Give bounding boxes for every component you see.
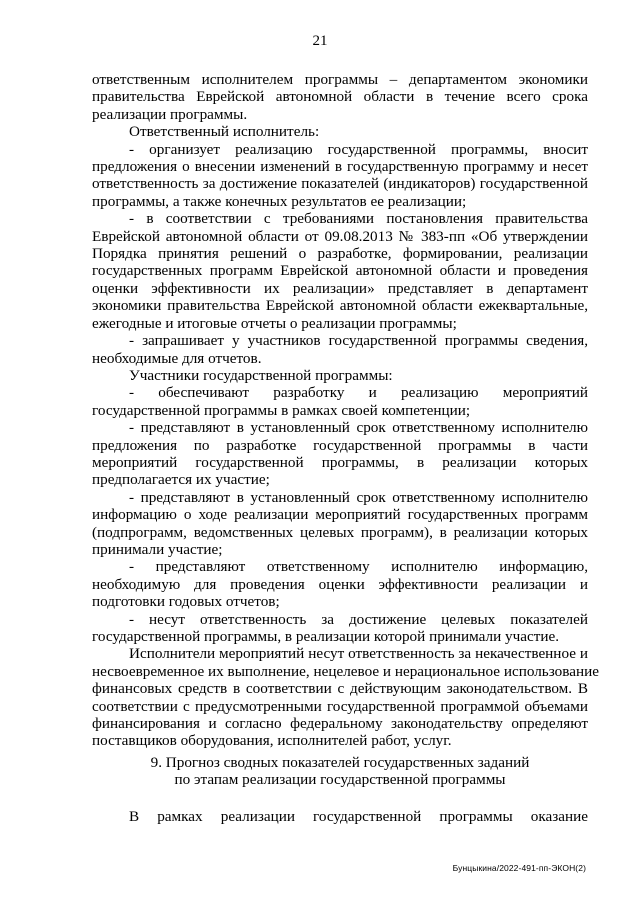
text-line: государственной программы, в реализации которой принимали участие. [92, 628, 560, 645]
text-line: ежегодные и итоговые отчеты о реализации программы; [92, 314, 457, 332]
body-text [92, 71, 599, 750]
text-line: поставщиков оборудования, исполнителей работ, услуг. [92, 732, 452, 750]
text-line: программы, а также конечных результатов ее реализации; [92, 192, 467, 210]
text-line: предложения по разработке государственной программы в части [92, 436, 588, 454]
text-line: соответствии с предусмотренными государственной программой объемами [92, 697, 588, 715]
text-line: Исполнители мероприятий несут ответственность за некачественное и [129, 645, 588, 663]
text-line: - представляют ответственному исполнителю информацию, [129, 558, 588, 576]
text-line: - представляют в установленный срок ответственному исполнителю [129, 488, 588, 506]
text-line: В рамках реализации государственной программы оказание [129, 808, 588, 825]
text-line: необходимые для отчетов. [92, 349, 262, 367]
text-line: Ответственный исполнитель: [129, 123, 320, 141]
text-line: ответственным исполнителем программы – департаментом экономики [92, 71, 588, 88]
text-line: подготовки годовых отчетов; [92, 593, 280, 611]
section-heading [92, 754, 588, 789]
text-line: - представляют в установленный срок ответственному исполнителю [129, 419, 588, 437]
page-number: 21 [312, 33, 328, 49]
text-line: предложения о внесении изменений в государственную программу и несет [92, 158, 588, 176]
text-line: - запрашивает у участников государственной программы сведения, [129, 332, 588, 350]
text-line: реализации программы. [92, 105, 248, 123]
text-line: (подпрограмм, ведомственных целевых программ), в реализации которых [92, 523, 588, 541]
section-paragraph [92, 808, 588, 825]
text-line: государственной программы в рамках своей компетенции; [92, 401, 471, 419]
section-heading-line-1: 9. Прогноз сводных показателей государственных заданий [150, 754, 530, 771]
text-line: Порядка принятия решений о разработке, формировании, реализации [92, 245, 588, 263]
text-line: Еврейской автономной области от 09.08.2013 № 383-пп «Об утверждении [92, 227, 588, 245]
text-line: - несут ответственность за достижение целевых показателей [129, 610, 588, 628]
text-line: принимали участие; [92, 540, 223, 558]
text-line: несвоевременное их выполнение, нецелевое и нерациональное использование [92, 662, 599, 680]
document-code: Бунцыкина/2022-491-пп-ЭКОН(2) [452, 863, 586, 873]
text-line: необходимую для проведения оценки эффективности реализации и [92, 575, 588, 593]
text-line: финансирования и согласно федеральному законодательству определяют [92, 715, 588, 733]
text-line: - организует реализацию государственной программы, вносит [129, 140, 588, 158]
text-line: предполагается их участие; [92, 471, 270, 489]
text-line: - обеспечивают разработку и реализацию мероприятий [129, 384, 588, 402]
text-line: мероприятий государственной программы, в реализации которых [92, 453, 588, 471]
text-line: правительства Еврейской автономной области в течение всего срока [92, 88, 588, 106]
text-line: финансовых средств в соответствии с действующим законодательством. В [92, 680, 588, 698]
text-line: информацию о ходе реализации мероприятий государственных программ [92, 506, 588, 524]
text-line: - в соответствии с требованиями постановления правительства [129, 210, 588, 228]
section-heading-line-2: по этапам реализации государственной программы [174, 771, 506, 789]
text-line: Участники государственной программы: [129, 366, 393, 384]
text-line: ответственность за достижение показателей (индикаторов) государственной [92, 175, 588, 193]
text-line: оценки эффективности их реализации» представляет в департамент [92, 279, 588, 297]
text-line: экономики правительства Еврейской автономной области ежеквартальные, [92, 297, 588, 315]
text-line: государственных программ Еврейской автономной области и проведения [92, 262, 588, 280]
